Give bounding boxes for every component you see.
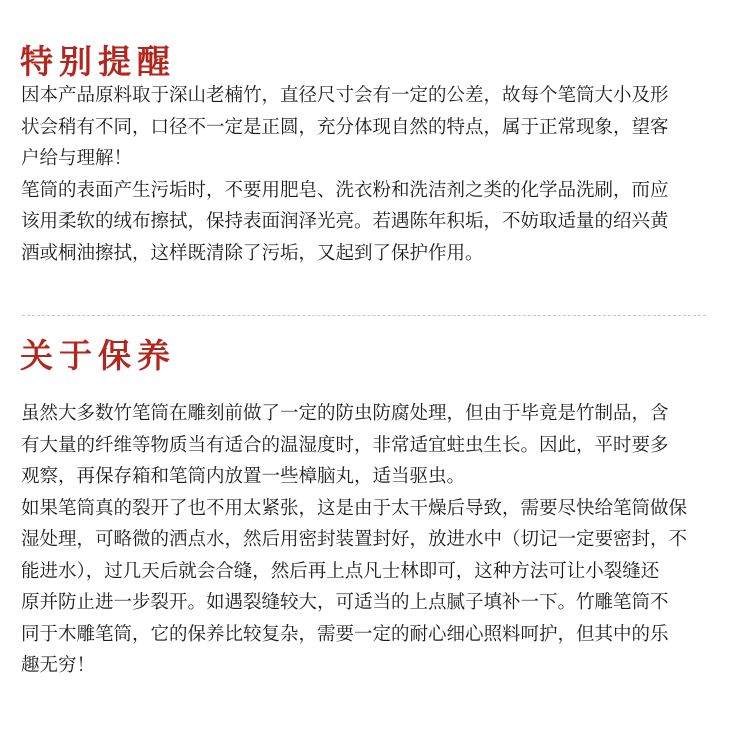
- text-line: 如果笔筒真的裂开了也不用太紧张，这是由于太干燥后导致，需要尽快给笔筒做保: [21, 497, 688, 519]
- text-line: 能进水），过几天后就会合缝，然后再上点凡士林即可，这种方法可让小裂缝还: [21, 560, 660, 582]
- text-line: 同于木雕笔筒，它的保养比较复杂，需要一定的耐心细心照料呵护，但其中的乐: [21, 623, 669, 645]
- dashed-divider: [22, 315, 706, 316]
- special-reminder-body: [21, 80, 737, 269]
- text-line: 观察，再保存箱和笔筒内放置一些樟脑丸，适当驱虫。: [21, 466, 466, 487]
- text-line: 原并防止进一步裂开。如遇裂缝较大，可适当的上点腻子填补一下。竹雕笔筒不: [21, 592, 669, 613]
- section-heading-maintenance: 关于保养: [20, 336, 176, 375]
- text-line: 该用柔软的绒布擦拭，保持表面润泽光亮。若遇陈年积垢，不妨取适量的绍兴黄: [21, 211, 669, 232]
- text-line: 湿处理，可略微的洒点水，然后用密封装置封好，放进水中（切记一定要密封，不: [21, 529, 688, 550]
- maintenance-body: [21, 398, 737, 682]
- text-line: 有大量的纤维等物质当有适合的温湿度时，非常适宜蛀虫生长。因此，平时要多: [21, 434, 669, 456]
- text-line: 因本产品原料取于深山老楠竹，直径尺寸会有一定的公差，故每个笔筒大小及形: [21, 85, 669, 106]
- text-line: 酒或桐油擦拭，这样既清除了污垢，又起到了保护作用。: [21, 242, 484, 264]
- text-line: 笔筒的表面产生污垢时，不要用肥皂、洗衣粉和洗洁剂之类的化学品洗刷，而应: [21, 179, 669, 201]
- text-line: 虽然大多数竹笔筒在雕刻前做了一定的防虫防腐处理，但由于毕竟是竹制品，含: [21, 403, 669, 424]
- text-line: 户给与理解！: [21, 148, 133, 169]
- section-heading-special-reminder: 特别提醒: [20, 42, 176, 81]
- text-line: 状会稍有不同，口径不一定是正圆，充分体现自然的特点，属于正常现象，望客: [21, 116, 669, 138]
- text-line: 趣无穷！: [21, 655, 96, 676]
